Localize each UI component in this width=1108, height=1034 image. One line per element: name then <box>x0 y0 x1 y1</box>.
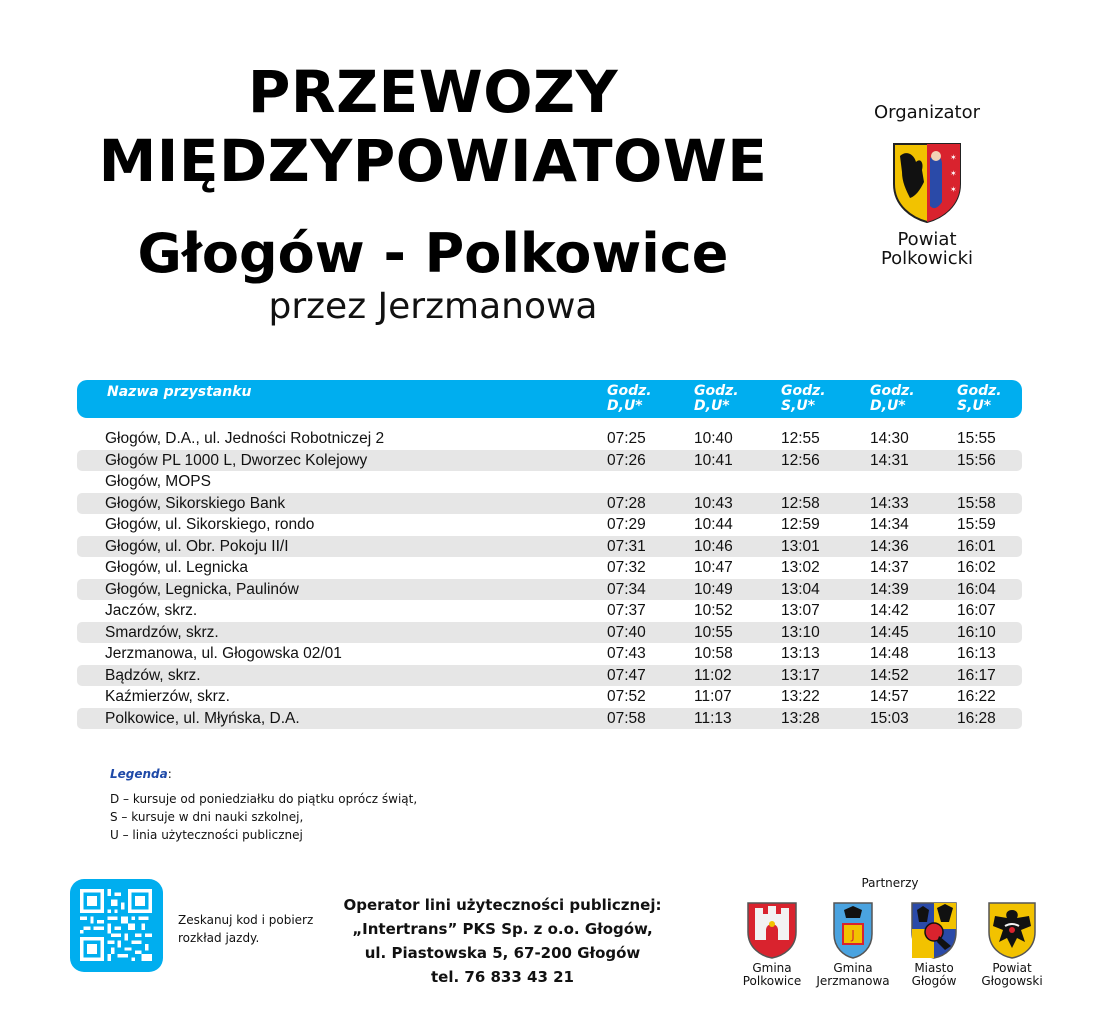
partner-miasto-glogow <box>889 900 979 988</box>
column-header-label: Godz. <box>870 383 915 399</box>
organizer-name-line-1: Powiat <box>897 229 957 250</box>
column-header-code: D,U* <box>694 398 730 414</box>
departure-time: 07:29 <box>607 516 646 533</box>
title-line-1: PRZEWOZY <box>247 58 619 126</box>
column-header <box>694 384 739 414</box>
table-row <box>77 622 1022 644</box>
stop-name: Głogów, ul. Legnicka <box>105 559 249 576</box>
column-header <box>870 384 915 414</box>
operator-line-1: Operator lini użyteczności publicznej: <box>343 896 662 914</box>
departure-time: 10:41 <box>694 451 733 469</box>
departure-time: 13:10 <box>781 623 820 641</box>
stop-name-header: Nazwa przystanku <box>107 384 252 400</box>
table-row <box>77 600 1022 622</box>
departure-time: 15:56 <box>957 451 996 469</box>
partners-label: Partnerzy <box>861 876 919 890</box>
qr-caption-line-1: Zeskanuj kod i pobierz <box>178 913 314 927</box>
departure-time: 07:40 <box>607 623 646 641</box>
departure-time: 11:13 <box>694 709 732 727</box>
legend-item: D – kursuje od poniedziałku do piątku oprócz świąt, <box>110 792 418 806</box>
departure-time: 14:52 <box>870 666 909 684</box>
legend-title-text: Legenda <box>110 767 168 781</box>
stop-name: Głogów, ul. Sikorskiego, rondo <box>105 516 315 533</box>
svg-text:✶: ✶ <box>950 185 957 194</box>
column-header-code: S,U* <box>957 398 992 414</box>
departure-time: 10:40 <box>694 430 733 447</box>
column-header-code: D,U* <box>607 398 643 414</box>
column-header <box>607 384 652 414</box>
departure-time: 12:55 <box>781 430 820 447</box>
glogow-crest-icon <box>907 900 961 960</box>
column-header <box>781 384 826 414</box>
qr-code-icon <box>80 889 152 961</box>
departure-time: 14:36 <box>870 537 909 555</box>
jerzmanowa-crest-icon <box>826 900 880 960</box>
table-row <box>77 643 1022 665</box>
departure-time: 13:04 <box>781 580 820 598</box>
stop-name: Głogów, ul. Obr. Pokoju II/I <box>105 537 289 555</box>
column-header-code: D,U* <box>870 398 906 414</box>
departure-time: 15:03 <box>870 709 909 727</box>
departure-time: 10:58 <box>694 645 733 662</box>
departure-time: 15:59 <box>957 516 996 533</box>
svg-text:J: J <box>851 928 855 942</box>
table-row <box>77 428 1022 450</box>
departure-time: 13:13 <box>781 645 820 662</box>
departure-time: 16:13 <box>957 645 996 662</box>
qr-code[interactable] <box>70 879 163 972</box>
partner-name-line-1: Gmina <box>752 961 792 975</box>
stop-name: Głogów, Legnicka, Paulinów <box>105 580 299 598</box>
departure-time: 14:33 <box>870 494 909 512</box>
departure-time: 14:37 <box>870 559 909 576</box>
stop-name: Bądzów, skrz. <box>105 666 201 684</box>
departure-time: 14:39 <box>870 580 909 598</box>
departure-time: 14:57 <box>870 688 909 705</box>
table-row <box>77 665 1022 687</box>
table-row <box>77 579 1022 601</box>
legend-item: S – kursuje w dni nauki szkolnej, <box>110 810 304 824</box>
column-header-label: Godz. <box>607 383 652 399</box>
table-row <box>77 514 1022 536</box>
departure-time: 16:04 <box>957 580 996 598</box>
stop-name: Polkowice, ul. Młyńska, D.A. <box>105 709 300 727</box>
table-row <box>77 686 1022 708</box>
departure-time: 10:44 <box>694 516 733 533</box>
partner-name-line-2: Jerzmanowa <box>816 974 890 988</box>
departure-time: 12:58 <box>781 494 820 512</box>
departure-time: 10:47 <box>694 559 733 576</box>
departure-time: 07:43 <box>607 645 646 662</box>
departure-time: 12:59 <box>781 516 820 533</box>
departure-time: 07:37 <box>607 602 646 619</box>
stop-name: Głogów, MOPS <box>105 473 211 490</box>
departure-time: 07:34 <box>607 580 646 598</box>
partner-name-line-1: Miasto <box>914 961 954 975</box>
stop-name: Głogów PL 1000 L, Dworzec Kolejowy <box>105 451 368 469</box>
stop-name: Jerzmanowa, ul. Głogowska 02/01 <box>105 645 342 662</box>
departure-time: 16:07 <box>957 602 996 619</box>
departure-time: 11:02 <box>694 666 732 684</box>
table-row <box>77 536 1022 558</box>
departure-time: 14:42 <box>870 602 909 619</box>
partner-name-line-2: Głogowski <box>981 974 1043 988</box>
departure-time: 07:32 <box>607 559 646 576</box>
operator-info <box>330 893 675 989</box>
departure-time: 10:52 <box>694 602 733 619</box>
table-row <box>77 471 1022 493</box>
departure-time: 07:25 <box>607 430 646 447</box>
route-via: przez Jerzmanowa <box>268 286 598 327</box>
departure-time: 16:10 <box>957 623 996 641</box>
departure-time: 13:02 <box>781 559 820 576</box>
departure-time: 16:02 <box>957 559 996 576</box>
stop-name: Jaczów, skrz. <box>105 602 198 619</box>
organizer-label: Organizator <box>873 102 981 123</box>
departure-time: 16:17 <box>957 666 996 684</box>
column-header <box>957 384 1002 414</box>
table-row <box>77 450 1022 472</box>
departure-time: 14:45 <box>870 623 909 641</box>
partner-powiat-glogowski <box>967 900 1057 988</box>
departure-time: 11:07 <box>694 688 732 705</box>
stop-name: Głogów, D.A., ul. Jedności Robotniczej 2 <box>105 430 385 447</box>
legend-title-colon: : <box>167 767 172 781</box>
column-header-label: Godz. <box>694 383 739 399</box>
departure-time: 07:58 <box>607 709 646 727</box>
route-title: Głogów - Polkowice <box>137 222 729 285</box>
partner-name-line-1: Powiat <box>992 961 1032 975</box>
column-header-label: Godz. <box>781 383 826 399</box>
departure-time: 13:07 <box>781 602 820 619</box>
departure-time: 13:28 <box>781 709 820 727</box>
table-row <box>77 493 1022 515</box>
departure-time: 07:31 <box>607 537 646 555</box>
partner-name-line-2: Głogów <box>911 974 957 988</box>
organizer-name-line-2: Polkowicki <box>880 248 974 269</box>
partner-name-line-1: Gmina <box>833 961 873 975</box>
departure-time: 15:55 <box>957 430 996 447</box>
departure-time: 15:58 <box>957 494 996 512</box>
table-row <box>77 557 1022 579</box>
stop-name: Kaźmierzów, skrz. <box>105 688 230 705</box>
departure-time: 14:31 <box>870 451 909 469</box>
operator-line-3: ul. Piastowska 5, 67-200 Głogów <box>364 944 641 962</box>
departure-time: 16:28 <box>957 709 996 727</box>
qr-caption-line-2: rozkład jazdy. <box>178 931 260 945</box>
departure-time: 07:26 <box>607 451 646 469</box>
departure-time: 07:52 <box>607 688 646 705</box>
polkowice-crest-icon <box>745 900 799 960</box>
legend-title <box>110 767 172 781</box>
stop-name: Głogów, Sikorskiego Bank <box>105 494 286 512</box>
svg-text:✶: ✶ <box>950 153 957 162</box>
stop-name: Smardzów, skrz. <box>105 623 219 641</box>
departure-time: 13:22 <box>781 688 820 705</box>
departure-time: 14:30 <box>870 430 909 447</box>
operator-line-2: „Intertrans” PKS Sp. z o.o. Głogów, <box>352 920 653 938</box>
powiat-glogowski-crest-icon <box>985 900 1039 960</box>
departure-time: 12:56 <box>781 451 820 469</box>
operator-phone: tel. 76 833 43 21 <box>430 968 574 986</box>
column-header-code: S,U* <box>781 398 816 414</box>
departure-time: 14:48 <box>870 645 909 662</box>
departure-time: 13:01 <box>781 537 820 555</box>
partner-gmina-jerzmanowa <box>808 900 898 988</box>
departure-time: 16:01 <box>957 537 996 555</box>
departure-time: 10:43 <box>694 494 733 512</box>
svg-text:✶: ✶ <box>950 169 957 178</box>
title-line-2: MIĘDZYPOWIATOWE <box>98 127 768 195</box>
organizer-name <box>850 230 1004 268</box>
legend-item: U – linia użyteczności publicznej <box>110 828 303 842</box>
departure-time: 07:47 <box>607 666 646 684</box>
timetable-rows <box>77 428 1022 729</box>
partner-name-line-2: Polkowice <box>742 974 802 988</box>
powiat-polkowicki-crest-icon <box>890 140 964 224</box>
table-row <box>77 708 1022 730</box>
departure-time: 14:34 <box>870 516 909 533</box>
partner-gmina-polkowice <box>727 900 817 988</box>
departure-time: 16:22 <box>957 688 996 705</box>
departure-time: 10:49 <box>694 580 733 598</box>
departure-time: 10:46 <box>694 537 733 555</box>
timetable-header <box>77 380 1022 418</box>
departure-time: 07:28 <box>607 494 646 512</box>
departure-time: 10:55 <box>694 623 733 641</box>
departure-time: 13:17 <box>781 666 820 684</box>
column-header-label: Godz. <box>957 383 1002 399</box>
qr-caption <box>178 911 313 947</box>
